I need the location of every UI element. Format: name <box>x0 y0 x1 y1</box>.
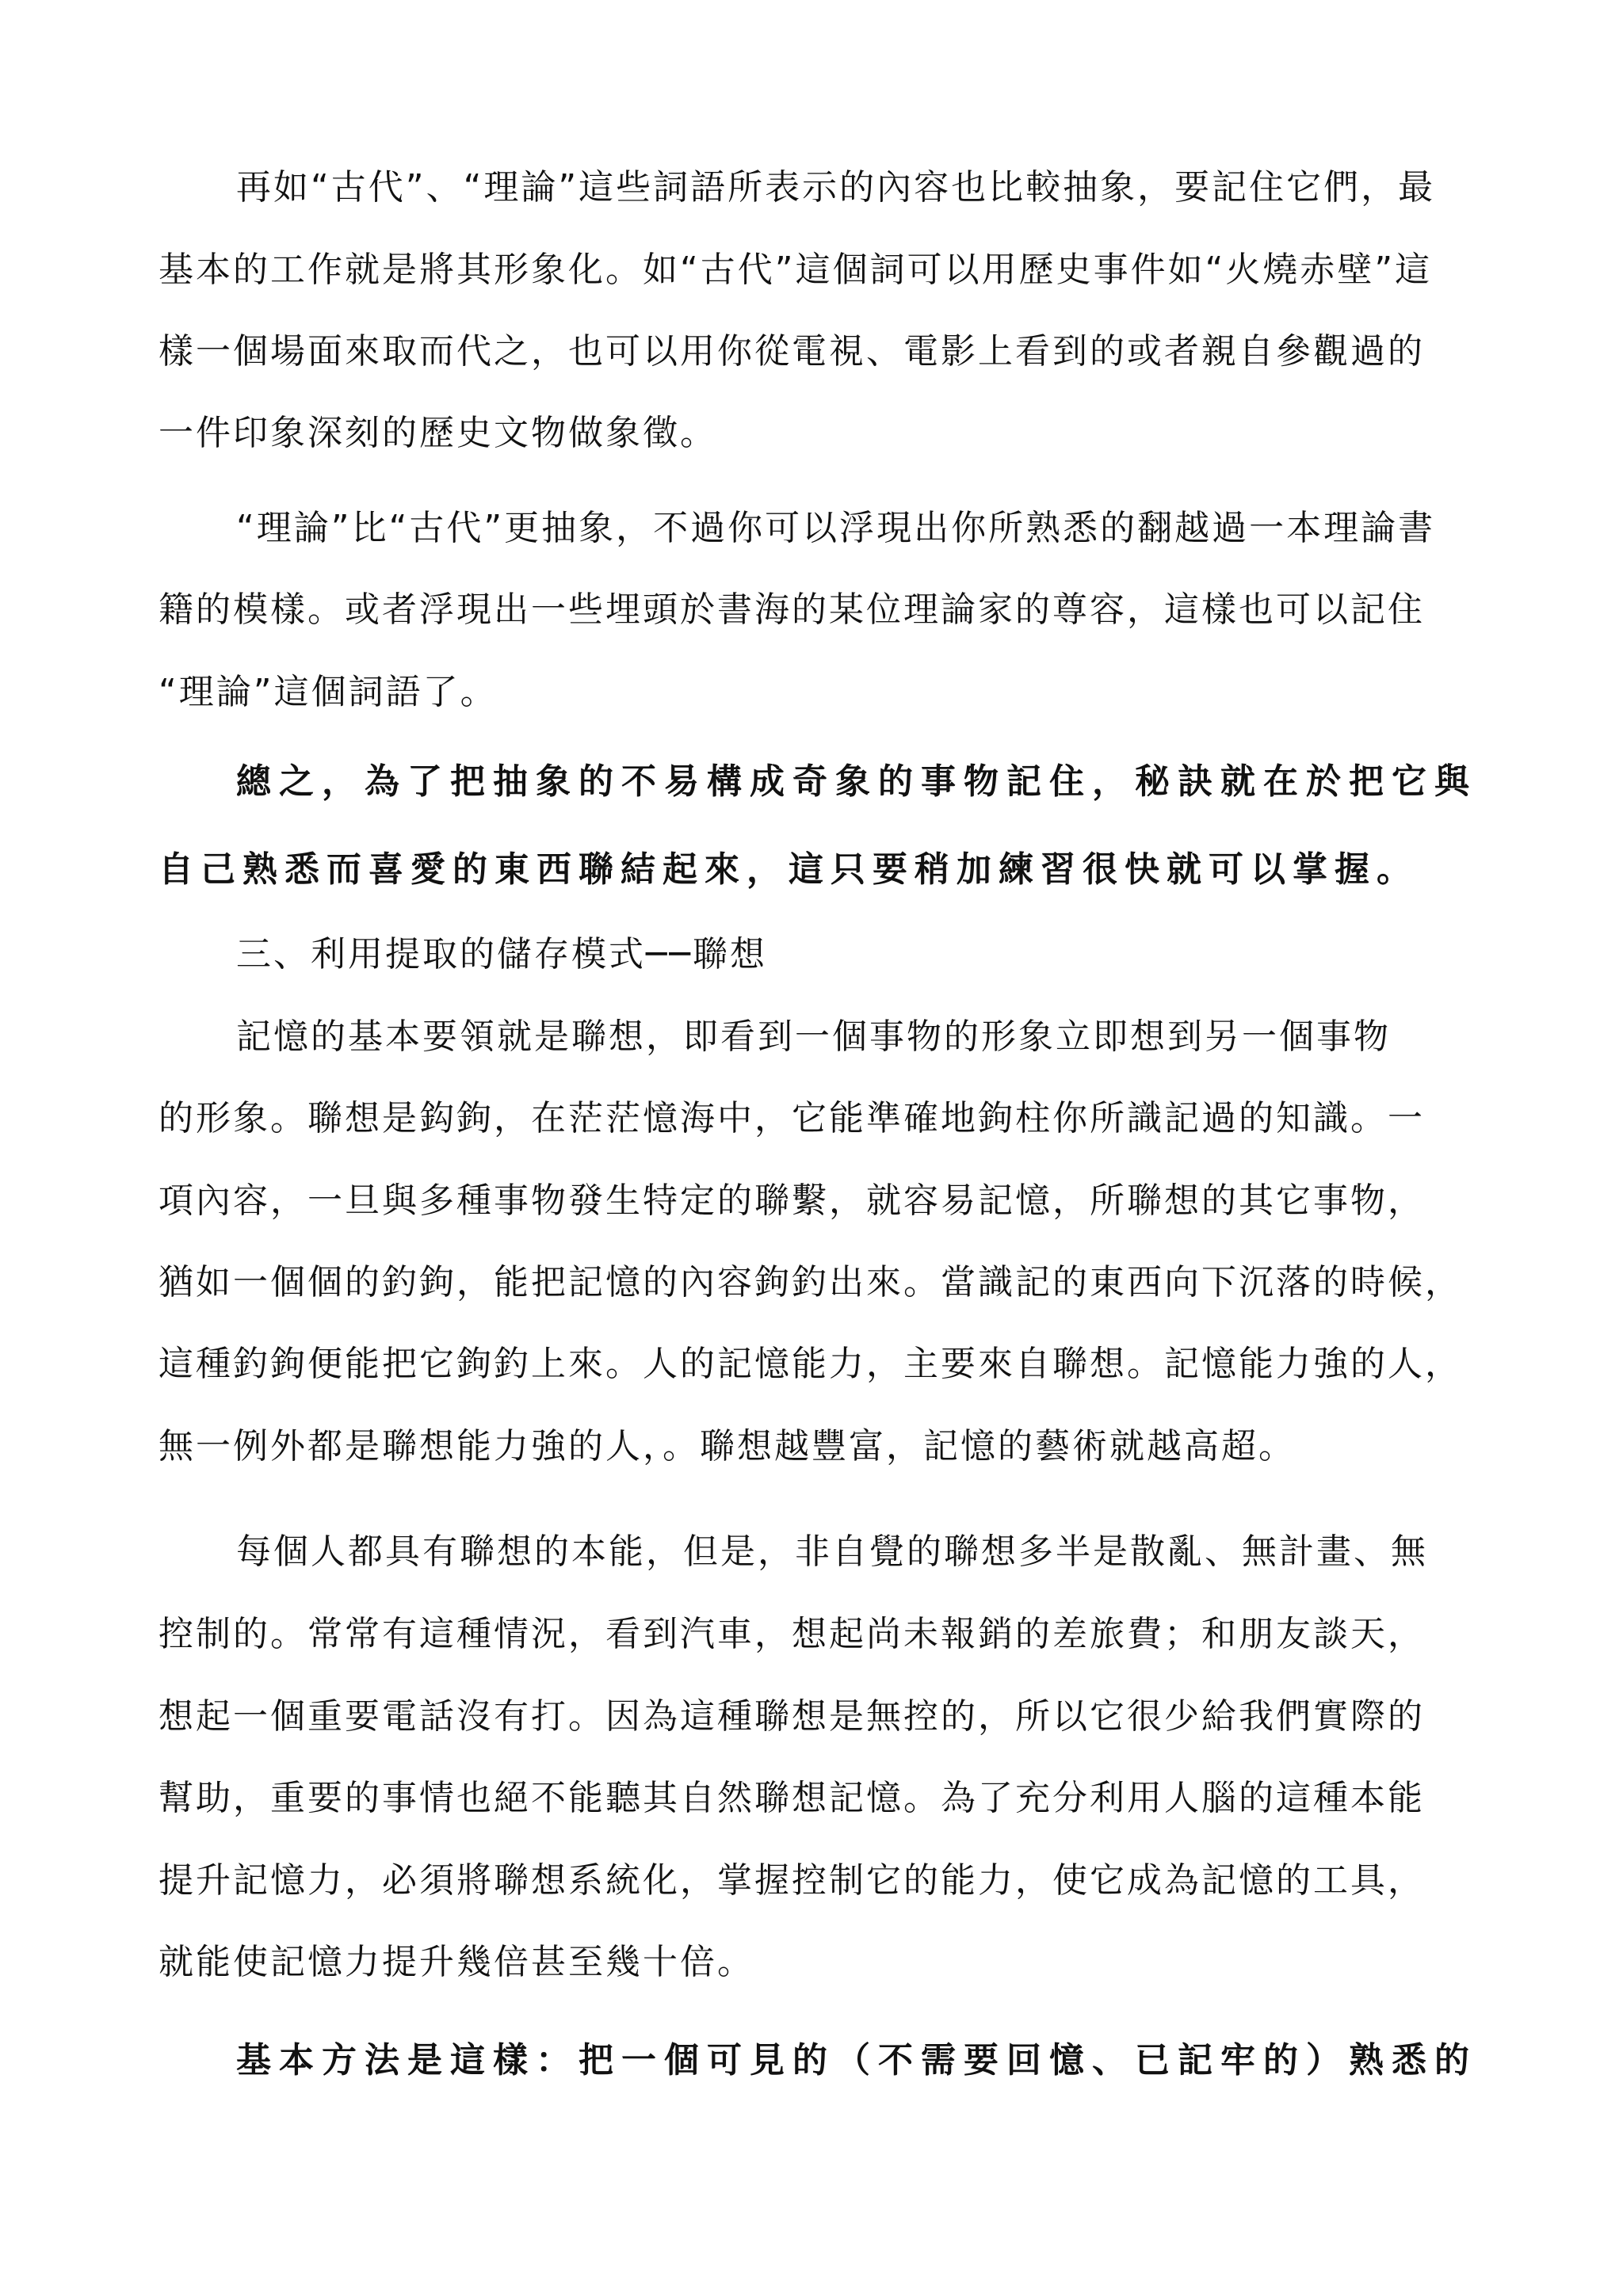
text-line: “理論”這個詞語了。 <box>158 672 498 712</box>
section-heading: 三、利用提取的儲存模式──聯想 <box>236 934 767 974</box>
text-line: 想起一個重要電話沒有打。因為這種聯想是無控的，所以它很少給我們實際的 <box>158 1696 1425 1737</box>
text-line: 籍的模樣。或者浮現出一些埋頭於書海的某位理論家的尊容，這樣也可以記住 <box>158 589 1425 630</box>
text-line: 基本的工作就是將其形象化。如“古代”這個詞可以用歷史事件如“火燒赤壁”這 <box>158 250 1433 290</box>
text-line: 一件印象深刻的歷史文物做象徵。 <box>158 413 717 453</box>
text-line: 這種釣鉤便能把它鉤釣上來。人的記憶能力，主要來自聯想。記憶能力強的人， <box>158 1344 1462 1384</box>
text-line: 控制的。常常有這種情況，看到汽車，想起尚未報銷的差旅費；和朋友談天， <box>158 1614 1425 1654</box>
summary-bold-line: 總之，為了把抽象的不易構成奇象的事物記住，秘訣就在於把它與 <box>236 761 1477 802</box>
text-line: 的形象。聯想是鈎鉤，在茫茫憶海中，它能準確地鉤柱你所識記過的知識。一 <box>158 1098 1425 1138</box>
text-line: 無一例外都是聯想能力強的人，。聯想越豐富，記憶的藝術就越高超。 <box>158 1426 1296 1466</box>
text-line: 每個人都具有聯想的本能，但是，非自覺的聯想多半是散亂、無計畫、無 <box>236 1531 1428 1572</box>
summary-bold-line: 自己熟悉而喜愛的東西聯結起來，這只要稍加練習很快就可以掌握。 <box>158 849 1419 890</box>
text-line: “理論”比“古代”更抽象，不過你可以浮現出你所熟悉的翻越過一本理論書 <box>236 508 1436 548</box>
method-bold-line: 基本方法是這樣：把一個可見的（不需要回憶、已記牢的）熟悉的 <box>236 2040 1477 2081</box>
text-line: 提升記憶力，必須將聯想系統化，掌握控制它的能力，使它成為記憶的工具， <box>158 1860 1425 1901</box>
text-line: 就能使記憶力提升幾倍甚至幾十倍。 <box>158 1942 754 1982</box>
text-line: 再如“古代”、“理論”這些詞語所表示的內容也比較抽象，要記住它們，最 <box>236 167 1436 208</box>
text-line: 記憶的基本要領就是聯想，即看到一個事物的形象立即想到另一個事物 <box>236 1016 1391 1057</box>
text-line: 幫助，重要的事情也絕不能聽其自然聯想記憶。為了充分利用人腦的這種本能 <box>158 1778 1425 1818</box>
text-line: 猶如一個個的釣鉤，能把記憶的內容鉤釣出來。當識記的東西向下沉落的時候， <box>158 1262 1462 1302</box>
text-line: 項內容，一旦與多種事物發生特定的聯繫，就容易記憶，所聯想的其它事物， <box>158 1180 1425 1221</box>
text-line: 樣一個場面來取而代之，也可以用你從電視、電影上看到的或者親自參觀過的 <box>158 331 1425 372</box>
